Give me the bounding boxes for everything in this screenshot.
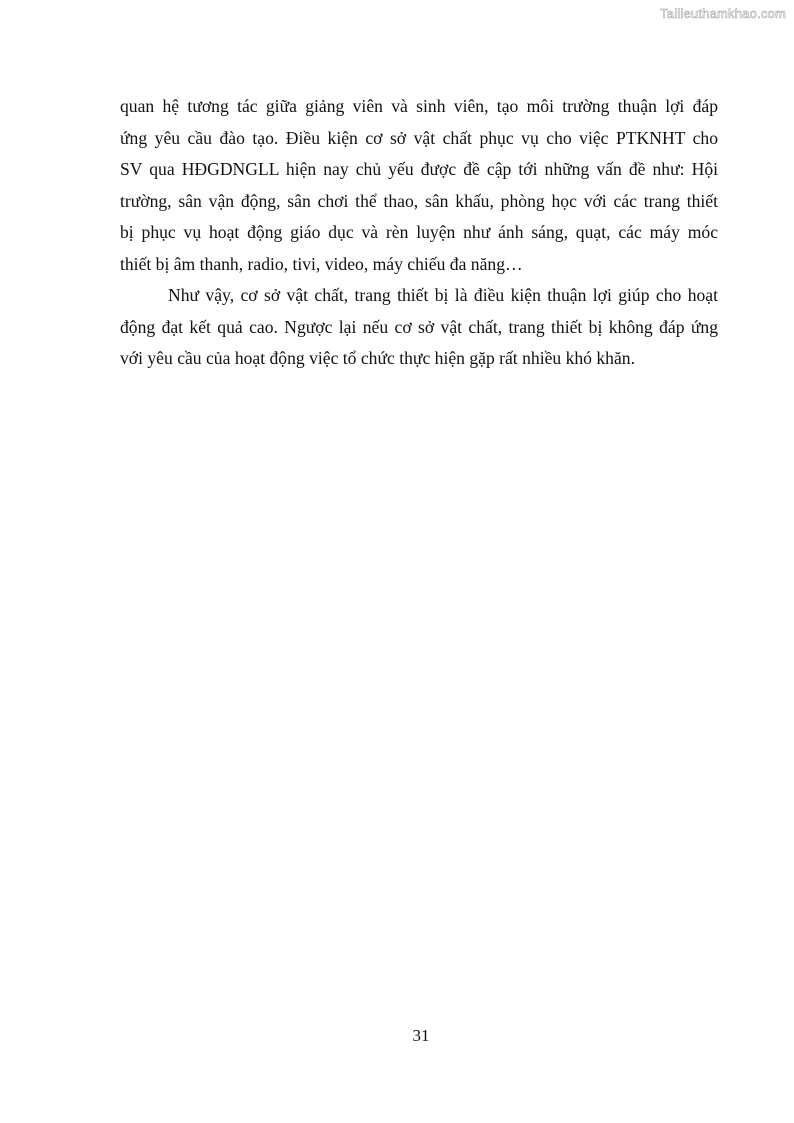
watermark: Tailieuthamkhao.com [660,6,786,21]
text-line: động đạt kết quả cao. Ngược lại nếu cơ sở vật chất, trang thiết bị không đáp ứng [120,316,718,337]
text-line: SV qua HĐGDNGLL hiện nay chủ yếu được đề cập tới những vấn đề như: Hội [120,159,718,179]
text-line: thiết bị âm thanh, radio, tivi, video, máy chiếu đa năng… [120,253,523,274]
text-line: với yêu cầu của hoạt động việc tổ chức thực hiện gặp rất nhiều khó khăn. [120,348,635,368]
text-line: trường, sân vận động, sân chơi thể thao, sân khấu, phòng học với các trang thiết [120,190,718,211]
text-line: quan hệ tương tác giữa giảng viên và sinh viên, tạo môi trường thuận lợi đáp [120,96,718,116]
text-line: ứng yêu cầu đào tạo. Điều kiện cơ sở vật chất phục vụ cho việc PTKNHT cho [120,127,718,148]
text-line: Như vậy, cơ sở vật chất, trang thiết bị là điều kiện thuận lợi giúp cho hoạt [168,285,718,305]
body-text [120,91,718,375]
paragraph [120,280,718,375]
paragraph [120,91,718,280]
page-number: 31 [412,1026,430,1045]
text-line: bị phục vụ hoạt động giáo dục và rèn luyện như ánh sáng, quạt, các máy móc [120,222,718,242]
